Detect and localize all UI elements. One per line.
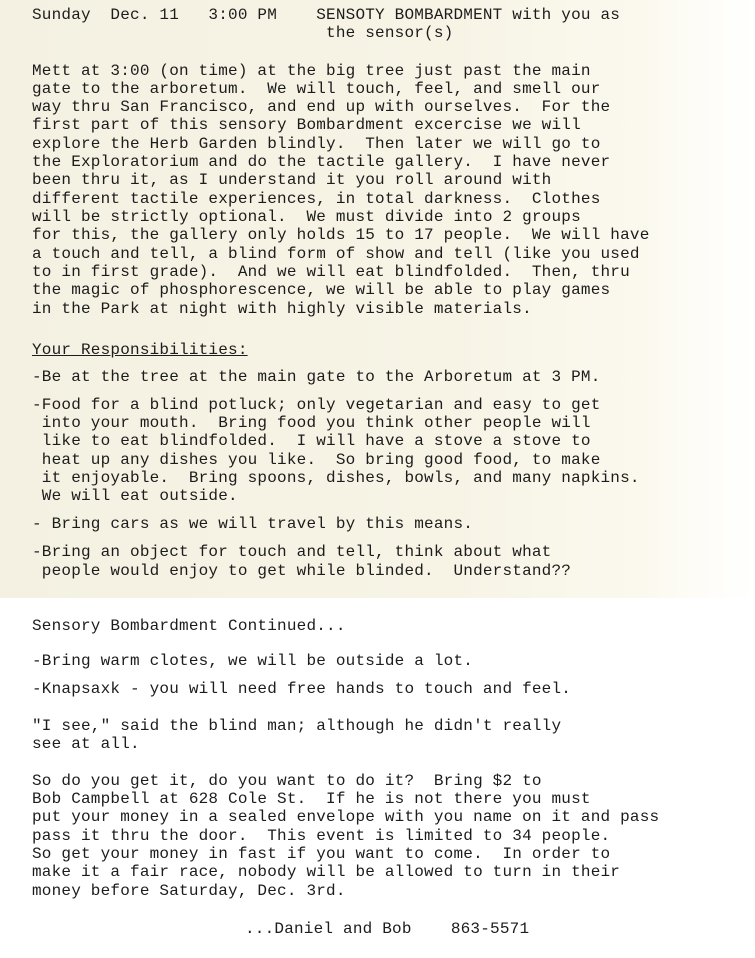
closing-line: So do you get it, do you want to do it? Bring $2 to: [32, 772, 542, 790]
quote-line: see at all.: [32, 735, 140, 753]
responsibility-line: -Be at the tree at the main gate to the Arboretum at 3 PM.: [32, 368, 601, 386]
responsibility-line: like to eat blindfolded. I will have a stove a stove to: [32, 432, 591, 450]
intro-line: gate to the arboretum. We will touch, feel, and smell our: [32, 80, 601, 98]
quote-line: "I see," said the blind man; although he didn't really: [32, 717, 562, 735]
continued-item-knapsack: -Knapsaxk - you will need free hands to touch and feel.: [32, 680, 572, 698]
closing-line: put your money in a sealed envelope with you name on it and pass: [32, 808, 660, 826]
closing-line: Bob Campbell at 628 Cole St. If he is not there you must: [32, 790, 591, 808]
responsibility-line: - Bring cars as we will travel by this means.: [32, 515, 474, 533]
responsibility-line: -Bring an object for touch and tell, think about what: [32, 543, 552, 561]
intro-line: the Exploratorium and do the tactile gallery. I have never: [32, 153, 611, 171]
intro-line: Mett at 3:00 (on time) at the big tree just past the main: [32, 62, 591, 80]
responsibility-line: -Food for a blind potluck; only vegetarian and easy to get: [32, 396, 601, 414]
signature: ...Daniel and Bob 863-5571: [245, 920, 530, 938]
intro-line: in the Park at night with highly visible materials.: [32, 300, 532, 318]
intro-line: the magic of phosphorescence, we will be able to play games: [32, 281, 611, 299]
header-line-2: the sensor(s): [32, 24, 454, 42]
closing-line: pass it thru the door. This event is limited to 34 people.: [32, 827, 611, 845]
responsibility-line: people would enjoy to get while blinded. Understand??: [32, 562, 572, 580]
header-line-1: Sunday Dec. 11 3:00 PM SENSOTY BOMBARDMENT with you as: [32, 6, 621, 24]
responsibility-line: We will eat outside.: [32, 487, 238, 505]
intro-line: explore the Herb Garden blindly. Then later we will go to: [32, 135, 601, 153]
intro-line: way thru San Francisco, and end up with ourselves. For the: [32, 98, 611, 116]
responsibility-line: into your mouth. Bring food you think other people will: [32, 414, 591, 432]
closing-line: make it a fair race, nobody will be allowed to turn in their: [32, 863, 621, 881]
intro-line: to in first grade). And we will eat blindfolded. Then, thru: [32, 263, 630, 281]
intro-line: for this, the gallery only holds 15 to 17 people. We will have: [32, 226, 650, 244]
responsibility-line: it enjoyable. Bring spoons, dishes, bowls, and many napkins.: [32, 469, 640, 487]
continued-item-clothes: -Bring warm clotes, we will be outside a lot.: [32, 652, 474, 670]
intro-line: first part of this sensory Bombardment excercise we will: [32, 116, 581, 134]
closing-line: money before Saturday, Dec. 3rd.: [32, 882, 346, 900]
intro-line: a touch and tell, a blind form of show and tell (like you used: [32, 245, 640, 263]
closing-line: So get your money in fast if you want to come. In order to: [32, 845, 611, 863]
intro-line: different tactile experiences, in total darkness. Clothes: [32, 190, 601, 208]
intro-line: will be strictly optional. We must divide into 2 groups: [32, 208, 581, 226]
intro-line: been thru it, as I understand it you roll around with: [32, 171, 552, 189]
responsibility-line: heat up any dishes you like. So bring good food, to make: [32, 451, 601, 469]
responsibilities-heading: Your Responsibilities:: [32, 341, 248, 359]
continued-heading: Sensory Bombardment Continued...: [32, 617, 346, 635]
